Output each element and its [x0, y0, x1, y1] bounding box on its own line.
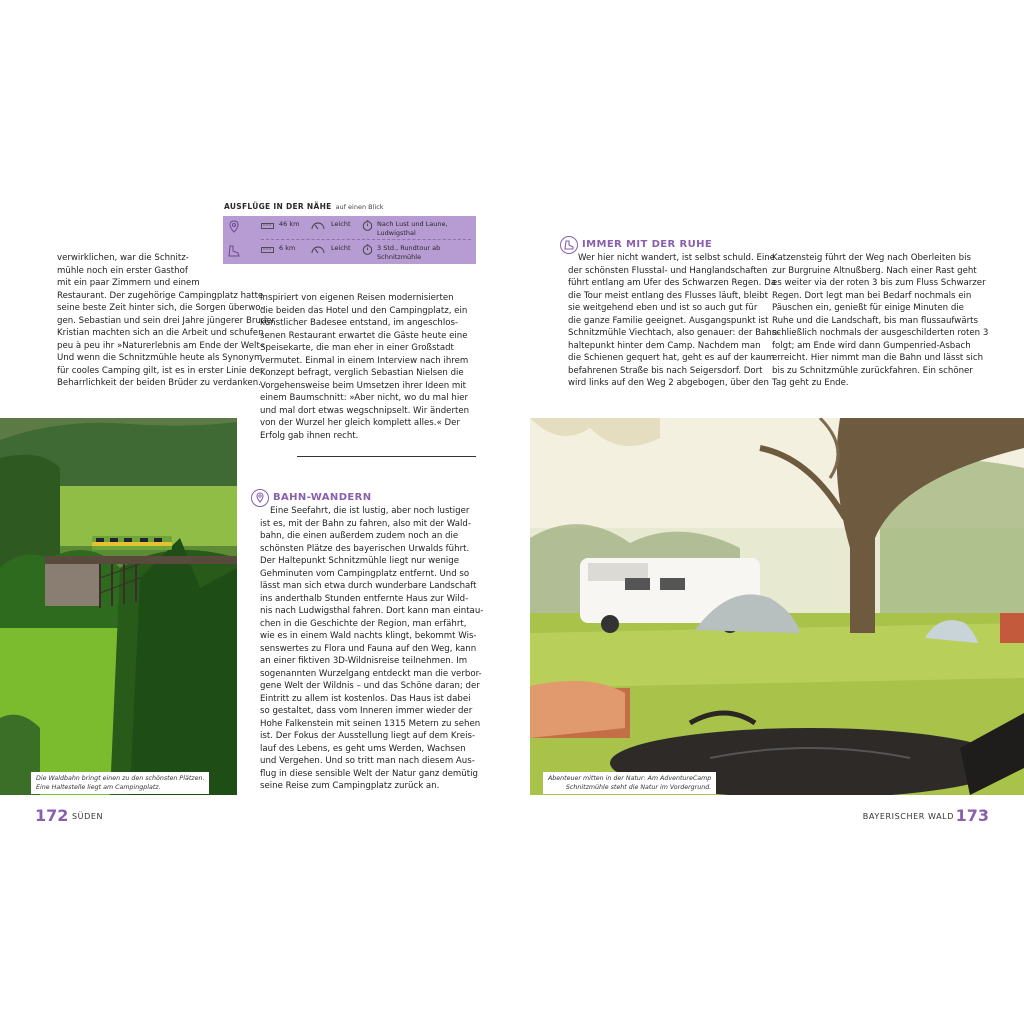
route-icon	[227, 220, 241, 234]
caption-line: Schnitzmühle steht die Natur im Vordergrund.	[565, 784, 712, 791]
text-line: verwirklichen, war die Schnitz-	[57, 253, 189, 263]
text-line: wie es in einem Wald nachts klingt, bekommt Wis-	[260, 631, 477, 641]
campsite-photo-art	[530, 418, 1024, 795]
text-line: peu à peu ihr »Naturerlebnis am Ende der Welt«.	[57, 340, 268, 351]
text-line: Hohe Falkenstein mit seinen 1315 Metern zu sehen	[260, 718, 481, 729]
excursions-box	[223, 216, 476, 264]
excursion-level: Leicht	[331, 244, 351, 252]
caption-line: Eine Haltestelle liegt am Campingplatz.	[36, 784, 161, 791]
text-line: Schnitzmühle Viechtach, also genauer: der Bahn-	[568, 328, 781, 338]
distance-icon	[261, 222, 274, 230]
excursions-row	[223, 216, 476, 238]
text-line: ist es, mit der Bahn zu fahren, also mit der Wald-	[260, 518, 471, 529]
text-line: sogenannten Wurzelgang entdeckt man die verbor-	[260, 668, 482, 679]
text-line: lauf des Lebens, es geht ums Werden, Wachsen	[260, 743, 466, 754]
text-line: die Tour meist entlang des Flusses läuft, bleibt	[568, 290, 768, 301]
text-line: erreicht. Hier nimmt man die Bahn und lässt sich	[772, 353, 984, 363]
text-line: die Schienen gequert hat, geht es auf der kaum	[568, 353, 775, 363]
text-line: zur Burgruine Altnußberg. Nach einer Rast geht	[772, 265, 977, 276]
text-line: flug in diese sensible Welt der Natur ganz demütig	[260, 768, 478, 779]
text-line: und mal dort etwas wegschnipselt. Wir änderten	[260, 405, 470, 416]
text-line: ist. Der Fokus der Ausstellung liegt auf dem Kreis-	[260, 731, 476, 741]
left-section-label: SÜDEN	[72, 812, 104, 821]
text-line: Katzensteig führt der Weg nach Oberleiten bis	[772, 253, 971, 263]
excursions-box-title	[224, 202, 384, 211]
text-line: von der Wurzel her gleich komplett alles.« Der	[260, 418, 460, 428]
text-line: Gehminuten vom Campingplatz entfernt. Und so	[260, 568, 470, 579]
campsite-photo-caption	[543, 772, 716, 794]
text-line: gen. Sebastian und sein drei Jahre jüngerer Bruder	[57, 315, 276, 326]
section-divider	[297, 456, 476, 457]
excursion-info: 3 Std., Rundtour ab Schnitzmühle	[377, 244, 441, 261]
right-col1	[568, 252, 781, 390]
text-line: vermutet. Einmal in einem Interview nach ihrem	[260, 355, 469, 366]
forest-railway-photo	[0, 418, 237, 795]
excursion-level: Leicht	[331, 220, 351, 228]
text-line: Vorgehensweise beim Umsetzen ihrer Ideen mit	[260, 380, 467, 391]
text-line: bis zu Schnitzmühle zurückfahren. Ein schöner	[772, 365, 973, 376]
distance-icon	[261, 246, 274, 254]
text-line: Konzept befragt, verglich Sebastian Nielsen die	[260, 368, 464, 378]
caption-line: Abenteuer mitten in der Natur: Am AdventureCamp	[548, 775, 712, 782]
right-page-number: 173	[955, 806, 989, 825]
text-line: mit ein paar Zimmern und einem	[57, 278, 200, 288]
text-line: seine beste Zeit hinter sich, die Sorgen überwo-	[57, 303, 264, 313]
text-line: einem Baumschnitt: »Aber nicht, wo du mal hier	[260, 393, 469, 403]
text-line: es weiter via der roten 3 bis zum Fluss Schwarzer	[772, 278, 986, 288]
text-line: Restaurant. Der zugehörige Campingplatz hatte	[57, 290, 264, 301]
text-line: so gestaltet, dass vom Inneren immer wieder der	[260, 706, 473, 716]
text-line: an einer fiktiven 3D-Wildnisreise teilnehmen. Im	[260, 656, 468, 666]
right-section-label: BAYERISCHER WALD	[862, 812, 954, 821]
ruhe-heading: IMMER MIT DER RUHE	[582, 239, 713, 250]
excursion-distance: 46 km	[279, 220, 300, 228]
text-line: gene Welt der Wildnis – und das Schöne daran; der	[260, 681, 480, 691]
bahn-heading: BAHN-WANDERN	[273, 492, 372, 503]
text-line: künstlicher Badesee entstand, im angeschlos-	[260, 318, 459, 328]
map-pin-icon	[252, 490, 268, 506]
difficulty-icon	[311, 222, 325, 230]
text-line: und Vergehen. Und so tritt man nach diesem Aus-	[260, 756, 475, 766]
text-line: Regen. Dort legt man bei Bedarf nochmals ein	[772, 290, 972, 301]
text-line: Eine Seefahrt, die ist lustig, aber noch lustiger	[270, 506, 470, 516]
text-line: der schönsten Flusstal- und Hanglandschaften	[568, 265, 768, 276]
text-line: sie weitgehend eben und ist so auch gut für	[568, 303, 758, 313]
right-col2	[772, 252, 989, 390]
excursions-row	[223, 240, 476, 262]
text-line: wird links auf den Weg 2 abgebogen, über den	[568, 378, 769, 388]
campsite-photo	[530, 418, 1024, 795]
text-line: Päuschen ein, genießt für einige Minuten die	[772, 303, 964, 313]
text-line: haltepunkt hinter dem Camp. Nachdem man	[568, 340, 761, 351]
text-line: nis nach Ludwigsthal fahren. Dort kann man eintau-	[260, 606, 484, 616]
text-line: Wer hier nicht wandert, ist selbst schuld. Eine	[578, 253, 775, 263]
excursion-distance: 6 km	[279, 244, 296, 252]
excursions-subtitle: auf einen Blick	[335, 203, 384, 211]
hiking-boot-icon	[561, 237, 577, 253]
text-line: Der Haltepunkt Schnitzmühle liegt nur wenige	[260, 556, 460, 566]
text-line: ins anderthalb Stunden entfernte Haus zur Wild-	[260, 593, 469, 604]
text-line: befahrenen Straße bis nach Seigersdorf. Dort	[568, 365, 763, 376]
clock-icon	[362, 220, 373, 231]
caption-line: Die Waldbahn bringt einen zu den schönsten Plätzen.	[36, 775, 205, 782]
text-line: für cooles Camping gilt, ist es in erster Linie der	[57, 365, 264, 376]
text-line: die beiden das Hotel und den Campingplatz, ein	[260, 305, 468, 316]
left-col1	[57, 252, 276, 390]
text-line: Ruhe und die Landschaft, bis man flussaufwärts	[772, 315, 978, 326]
hiking-boot-icon	[227, 244, 241, 258]
text-line: Und wenn die Schnitzmühle heute als Synonym	[57, 353, 263, 363]
text-line: senswertes zu Flora und Fauna auf den Weg, kann	[260, 643, 477, 654]
text-line: die ganze Familie geeignet. Ausgangspunkt ist	[568, 315, 769, 326]
text-line: Tag geht zu Ende.	[772, 378, 849, 388]
text-line: führt entlang am Ufer des Schwarzen Regen. Da	[568, 278, 776, 288]
text-line: folgt; am Ende wird dann Gumpenried-Asbach	[772, 340, 971, 351]
text-line: Eintritt zu allem ist kostenlos. Das Haus ist dabei	[260, 693, 471, 704]
text-line: Erfolg gab ihnen recht.	[260, 430, 359, 441]
text-line: Beharrlichkeit der beiden Brüder zu verdanken.	[57, 378, 261, 388]
text-line: Kristian machten sich an die Arbeit und schufen	[57, 328, 264, 338]
railway-photo-caption	[31, 772, 209, 794]
railway-photo-art	[0, 418, 237, 795]
text-line: seine Reise zum Campingplatz zurück an.	[260, 781, 440, 791]
bahn-body	[260, 505, 484, 793]
text-line: senen Restaurant erwartet die Gäste heute eine	[260, 330, 468, 341]
excursions-title: AUSFLÜGE IN DER NÄHE	[224, 202, 332, 211]
text-line: bahn, die einen außerdem zudem noch an die	[260, 531, 459, 541]
excursion-info: Nach Lust und Laune, Ludwigsthal	[377, 220, 448, 237]
text-line: schönsten Plätze des bayerischen Urwalds führt.	[260, 543, 470, 554]
text-line: mühle noch ein erster Gasthof	[57, 265, 188, 276]
difficulty-icon	[311, 246, 325, 254]
clock-icon	[362, 244, 373, 255]
text-line: chen in die Geschichte der Region, man erfährt,	[260, 618, 467, 629]
left-col2	[260, 292, 480, 442]
left-page-number: 172	[35, 806, 69, 825]
text-line: Inspiriert von eigenen Reisen modernisierten	[260, 293, 454, 303]
text-line: Speisekarte, die man eher in einer Großstadt	[260, 343, 454, 353]
text-line: lässt man sich etwa durch wunderbare Landschaft	[260, 581, 477, 591]
text-line: schließlich nochmals der ausgeschilderten roten 3	[772, 328, 989, 338]
